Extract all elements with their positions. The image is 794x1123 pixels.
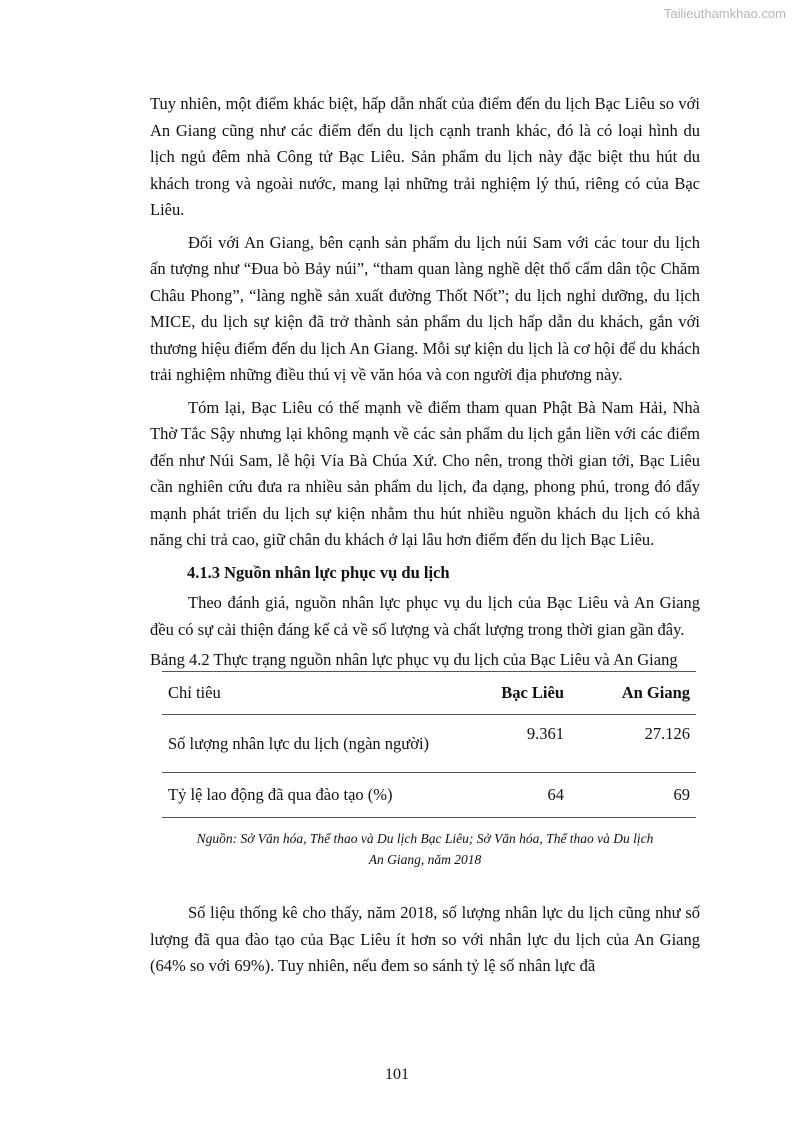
paragraph-5: Số liệu thống kê cho thấy, năm 2018, số lượng nhân lực du lịch cũng như số lượng đã qua đào tạo của Bạc Liêu ít hơn so với nhân lực du lịch của An Giang (64% so với 69%). Tuy nhiên, nếu đem so sánh tỷ lệ số nhân lực đã: [150, 903, 700, 975]
paragraph-1: Tuy nhiên, một điểm khác biệt, hấp dẫn nhất của điểm đến du lịch Bạc Liêu so với An Giang cũng như các điểm đến du lịch cạnh tranh khác, đó là có loại hình du lịch ngủ đêm nhà Công tử Bạc Liêu. Sản phẩm du lịch này đặc biệt thu hút du khách trong và ngoài nước, mang lại những trải nghiệm lý thú, riêng có của Bạc Liêu.: [150, 94, 700, 219]
table-header-row: [162, 672, 696, 715]
table-row: [162, 715, 696, 773]
page-number: 101: [385, 1066, 409, 1083]
workforce-table: [162, 671, 696, 818]
source-line-2: An Giang, năm 2018: [368, 852, 482, 867]
header-indicator: Chỉ tiêu: [168, 683, 221, 702]
page-body: [150, 91, 700, 986]
table-source: [150, 828, 700, 870]
row-value-an-giang: 27.126: [644, 724, 690, 743]
table-caption: Bảng 4.2 Thực trạng nguồn nhân lực phục vụ du lịch của Bạc Liêu và An Giang: [150, 650, 678, 669]
paragraph-4: Theo đánh giá, nguồn nhân lực phục vụ du lịch của Bạc Liêu và An Giang đều có sự cải thiện đáng kể cả về số lượng và chất lượng trong thời gian gần đây.: [150, 593, 700, 639]
source-line-1: Nguồn: Sở Văn hóa, Thể thao và Du lịch Bạc Liêu; Sở Văn hóa, Thể thao và Du lịch: [196, 831, 654, 846]
watermark: Tailieuthamkhao.com: [663, 6, 786, 21]
row-label: Tỷ lệ lao động đã qua đào tạo (%): [168, 785, 393, 804]
header-an-giang: An Giang: [621, 683, 690, 702]
paragraph-2: Đối với An Giang, bên cạnh sản phẩm du lịch núi Sam với các tour du lịch ấn tượng như “Đua bò Bảy núi”, “tham quan làng nghề dệt thổ cẩm dân tộc Chăm Châu Phong”, “làng nghề sản xuất đường Thốt Nốt”; du lịch nghỉ dưỡng, du lịch MICE, du lịch sự kiện đã trở thành sản phẩm du lịch hấp dẫn du khách, gắn với thương hiệu điểm đến du lịch An Giang. Mỗi sự kiện du lịch là cơ hội để du khách trải nghiệm những điều thú vị về văn hóa và con người địa phương này.: [150, 232, 700, 384]
section-heading: 4.1.3 Nguồn nhân lực phục vụ du lịch: [187, 562, 450, 582]
row-value-bac-lieu: 64: [547, 785, 564, 804]
row-value-bac-lieu: 9.361: [526, 724, 564, 743]
table-row: [162, 773, 696, 818]
paragraph-3: Tóm lại, Bạc Liêu có thế mạnh về điểm tham quan Phật Bà Nam Hải, Nhà Thờ Tắc Sậy nhưng lại không mạnh về các sản phẩm du lịch gắn liền với các điểm đến như Núi Sam, lễ hội Vía Bà Chúa Xứ. Cho nên, trong thời gian tới, Bạc Liêu cần nghiên cứu đưa ra nhiều sản phẩm du lịch, đa dạng, phong phú, trong đó đẩy mạnh phát triển du lịch sự kiện nhằm thu hút nhiều nguồn khách du lịch có khả năng chi trả cao, giữ chân du khách ở lại lâu hơn điểm đến du lịch Bạc Liêu.: [150, 397, 700, 549]
row-value-an-giang: 69: [673, 785, 690, 804]
row-label: Số lượng nhân lực du lịch (ngàn người): [168, 733, 430, 753]
header-bac-lieu: Bạc Liêu: [501, 683, 564, 702]
